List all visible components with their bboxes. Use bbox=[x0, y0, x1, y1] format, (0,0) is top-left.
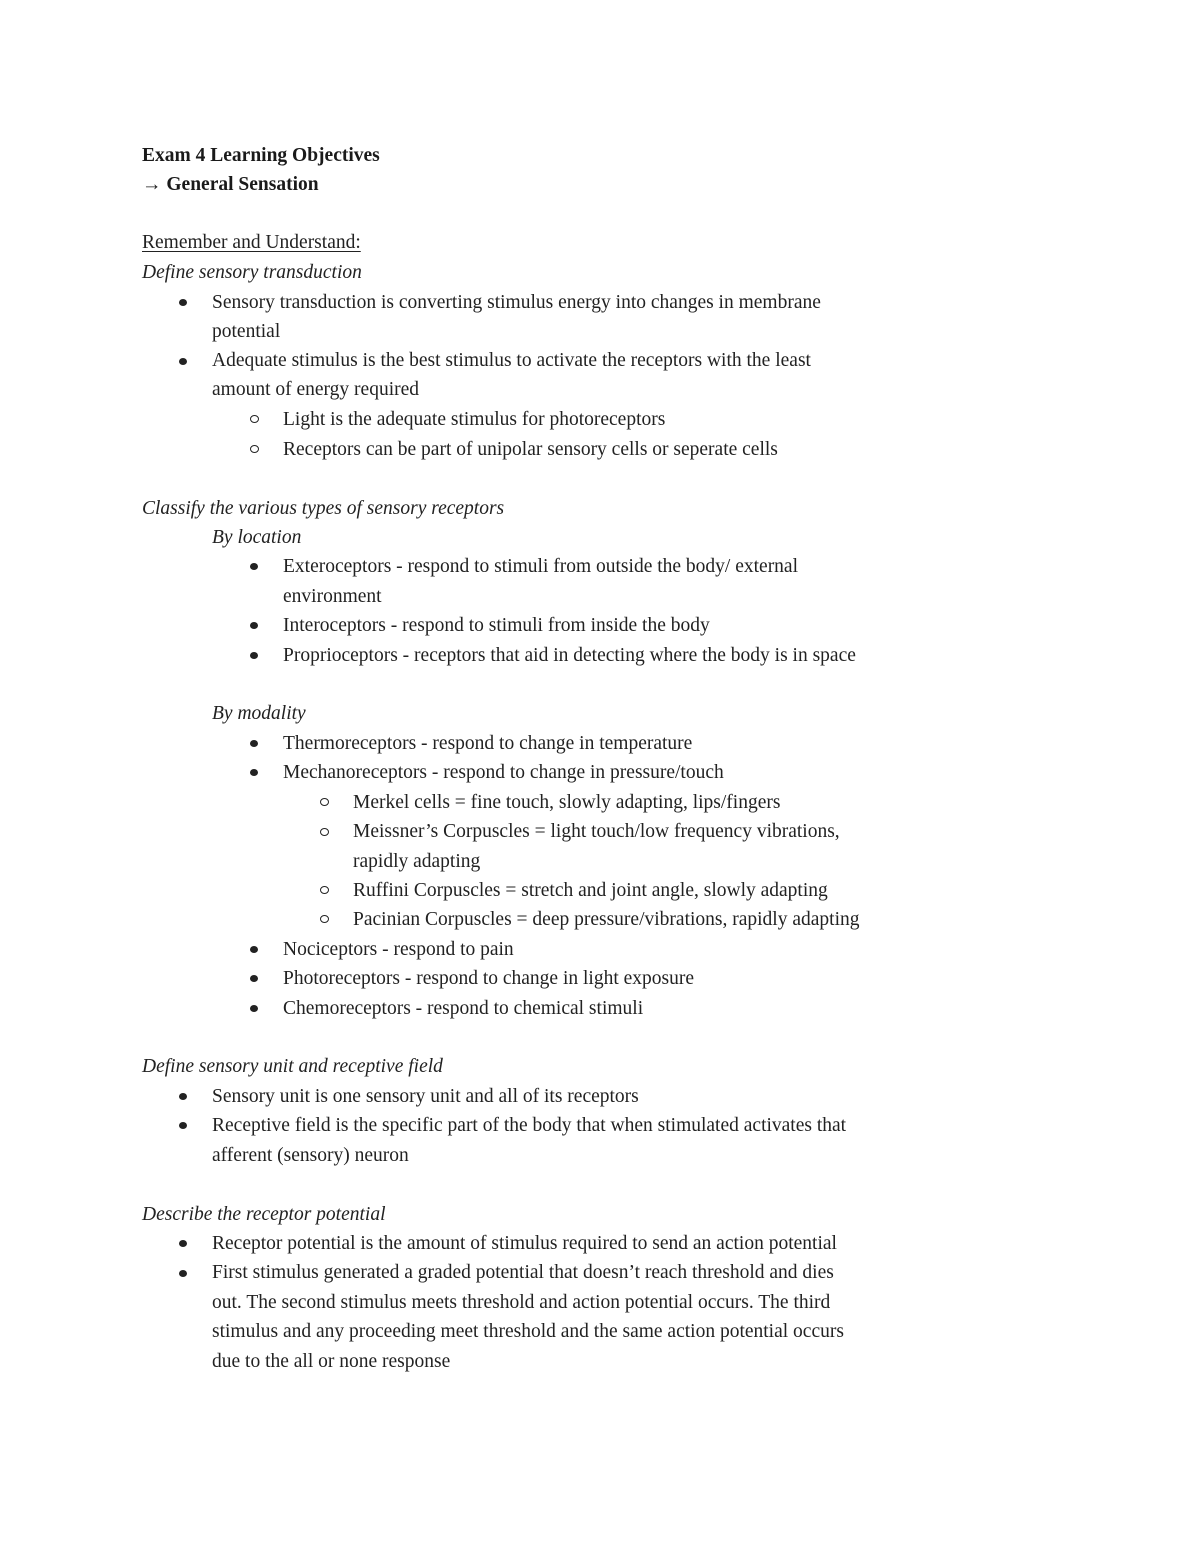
list-item: Sensory transduction is converting stimulus energy into changes in membrane bbox=[212, 292, 821, 313]
bullet-dot-icon bbox=[179, 1122, 187, 1129]
list-item: First stimulus generated a graded potential that doesn’t reach threshold and dies bbox=[212, 1262, 834, 1283]
bullet-dot-icon bbox=[250, 622, 258, 629]
bullet-circle-icon bbox=[320, 915, 329, 923]
bullet-dot-icon bbox=[250, 740, 258, 747]
list-item: Mechanoreceptors - respond to change in pressure/touch bbox=[283, 762, 724, 783]
sub-list-item: Pacinian Corpuscles = deep pressure/vibrations, rapidly adapting bbox=[353, 909, 860, 930]
sub-list-item: Meissner’s Corpuscles = light touch/low frequency vibrations, bbox=[353, 821, 840, 842]
topic-heading-sensory-unit: Define sensory unit and receptive field bbox=[142, 1056, 443, 1077]
subheading-by-location: By location bbox=[212, 527, 302, 548]
bullet-dot-icon bbox=[179, 1270, 187, 1277]
bullet-dot-icon bbox=[250, 975, 258, 982]
list-item-continued: environment bbox=[283, 586, 382, 607]
list-item-continued: due to the all or none response bbox=[212, 1351, 451, 1372]
sub-list-item: Ruffini Corpuscles = stretch and joint angle, slowly adapting bbox=[353, 880, 828, 901]
topic-heading-classify: Classify the various types of sensory receptors bbox=[142, 498, 505, 519]
list-item-continued: stimulus and any proceeding meet threshold and the same action potential occurs bbox=[212, 1321, 844, 1342]
list-item: Receptor potential is the amount of stimulus required to send an action potential bbox=[212, 1233, 837, 1254]
topic-heading-receptor-potential: Describe the receptor potential bbox=[142, 1204, 386, 1225]
sub-list-item-continued: rapidly adapting bbox=[353, 851, 481, 872]
sub-list-item: Merkel cells = fine touch, slowly adapting, lips/fingers bbox=[353, 792, 781, 813]
bullet-dot-icon bbox=[250, 652, 258, 659]
subheading-by-modality: By modality bbox=[212, 703, 306, 724]
bullet-dot-icon bbox=[250, 769, 258, 776]
bullet-dot-icon bbox=[250, 1005, 258, 1012]
list-item-continued: out. The second stimulus meets threshold and action potential occurs. The third bbox=[212, 1292, 831, 1313]
section-heading: Remember and Understand: bbox=[142, 232, 361, 253]
bullet-dot-icon bbox=[179, 1240, 187, 1247]
list-item: Sensory unit is one sensory unit and all of its receptors bbox=[212, 1086, 639, 1107]
list-item: Nociceptors - respond to pain bbox=[283, 939, 514, 960]
topic-heading-transduction: Define sensory transduction bbox=[142, 262, 362, 283]
list-item-continued: afferent (sensory) neuron bbox=[212, 1145, 409, 1166]
list-item: Receptive field is the specific part of the body that when stimulated activates that bbox=[212, 1115, 847, 1136]
bullet-dot-icon bbox=[179, 358, 187, 365]
list-item: Interoceptors - respond to stimuli from inside the body bbox=[283, 615, 710, 636]
bullet-circle-icon bbox=[320, 798, 329, 806]
bullet-dot-icon bbox=[250, 946, 258, 953]
list-item: Adequate stimulus is the best stimulus to activate the receptors with the least bbox=[212, 350, 811, 371]
bullet-circle-icon bbox=[320, 886, 329, 894]
list-item: Chemoreceptors - respond to chemical stimuli bbox=[283, 998, 644, 1019]
bullet-circle-icon bbox=[250, 445, 259, 453]
bullet-dot-icon bbox=[179, 299, 187, 306]
list-item: Photoreceptors - respond to change in light exposure bbox=[283, 968, 695, 989]
list-item: Exteroceptors - respond to stimuli from outside the body/ external bbox=[283, 556, 799, 577]
list-item: Thermoreceptors - respond to change in temperature bbox=[283, 733, 693, 754]
sub-list-item: Light is the adequate stimulus for photoreceptors bbox=[283, 409, 666, 430]
list-item-continued: potential bbox=[212, 321, 281, 342]
list-item: Proprioceptors - receptors that aid in detecting where the body is in space bbox=[283, 645, 856, 666]
document-subtitle: → General Sensation bbox=[142, 174, 319, 195]
bullet-circle-icon bbox=[250, 415, 259, 423]
sub-list-item: Receptors can be part of unipolar sensory cells or seperate cells bbox=[283, 439, 778, 460]
bullet-circle-icon bbox=[320, 828, 329, 836]
document-title: Exam 4 Learning Objectives bbox=[142, 145, 380, 166]
bullet-dot-icon bbox=[179, 1093, 187, 1100]
list-item-continued: amount of energy required bbox=[212, 379, 420, 400]
bullet-dot-icon bbox=[250, 563, 258, 570]
